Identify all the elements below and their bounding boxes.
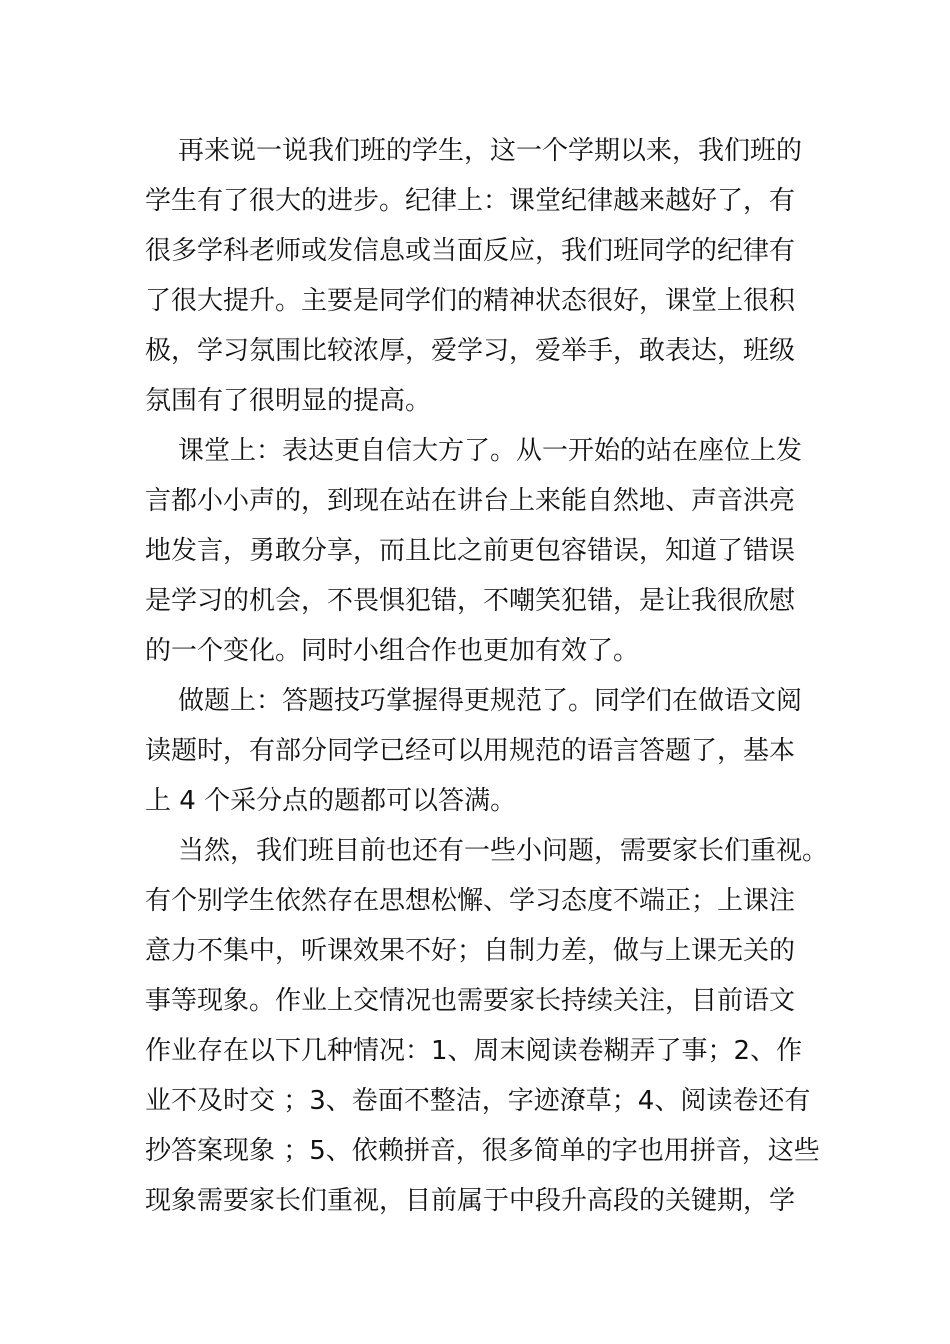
paragraph-4-line-5: 作业存在以下几种情况：1、周末阅读卷糊弄了事；2、作: [145, 1036, 803, 1066]
paragraph-2-line-5: 的一个变化。同时小组合作也更加有效了。: [145, 636, 640, 666]
paragraph-2-line-4: 是学习的机会，不畏惧犯错，不嘲笑犯错，是让我很欣慰: [145, 586, 796, 616]
paragraph-4-line-7: 抄答案现象 ；5、依赖拼音，很多简单的字也用拼音，这些: [145, 1136, 820, 1166]
paragraph-1-line-4: 了很大提升。主要是同学们的精神状态很好，课堂上很积: [145, 286, 796, 316]
paragraph-1-line-6: 氛围有了很明显的提高。: [145, 386, 432, 416]
paragraph-4-line-6: 业不及时交 ；3、卷面不整洁，字迹潦草；4、阅读卷还有: [145, 1086, 811, 1116]
paragraph-1-line-1: 再来说一说我们班的学生，这一个学期以来，我们班的: [178, 136, 803, 166]
paragraph-4-line-4: 事等现象。作业上交情况也需要家长持续关注，目前语文: [145, 986, 796, 1016]
paragraph-1-line-5: 极，学习氛围比较浓厚，爱学习，爱举手，敢表达，班级: [145, 336, 796, 366]
paragraph-2-line-3: 地发言，勇敢分享，而且比之前更包容错误，知道了错误: [145, 536, 796, 566]
paragraph-2-line-1: 课堂上：表达更自信大方了。从一开始的站在座位上发: [178, 436, 803, 466]
paragraph-4-line-1: 当然，我们班目前也还有一些小问题，需要家长们重视。: [178, 836, 829, 866]
paragraph-1-line-3: 很多学科老师或发信息或当面反应，我们班同学的纪律有: [145, 236, 796, 266]
paragraph-3-line-1: 做题上：答题技巧掌握得更规范了。同学们在做语文阅: [178, 686, 803, 716]
paragraph-4-line-8: 现象需要家长们重视，目前属于中段升高段的关键期，学: [145, 1186, 796, 1216]
paragraph-3-line-3: 上 4 个采分点的题都可以答满。: [145, 786, 517, 816]
paragraph-4-line-2: 有个别学生依然存在思想松懈、学习态度不端正；上课注: [145, 886, 796, 916]
paragraph-4-line-3: 意力不集中，听课效果不好；自制力差，做与上课无关的: [145, 936, 796, 966]
paragraph-1-line-2: 学生有了很大的进步。纪律上：课堂纪律越来越好了，有: [145, 186, 796, 216]
document-body: [145, 126, 829, 1226]
paragraph-2-line-2: 言都小小声的，到现在站在讲台上来能自然地、声音洪亮: [145, 486, 796, 516]
paragraph-3-line-2: 读题时，有部分同学已经可以用规范的语言答题了，基本: [145, 736, 796, 766]
